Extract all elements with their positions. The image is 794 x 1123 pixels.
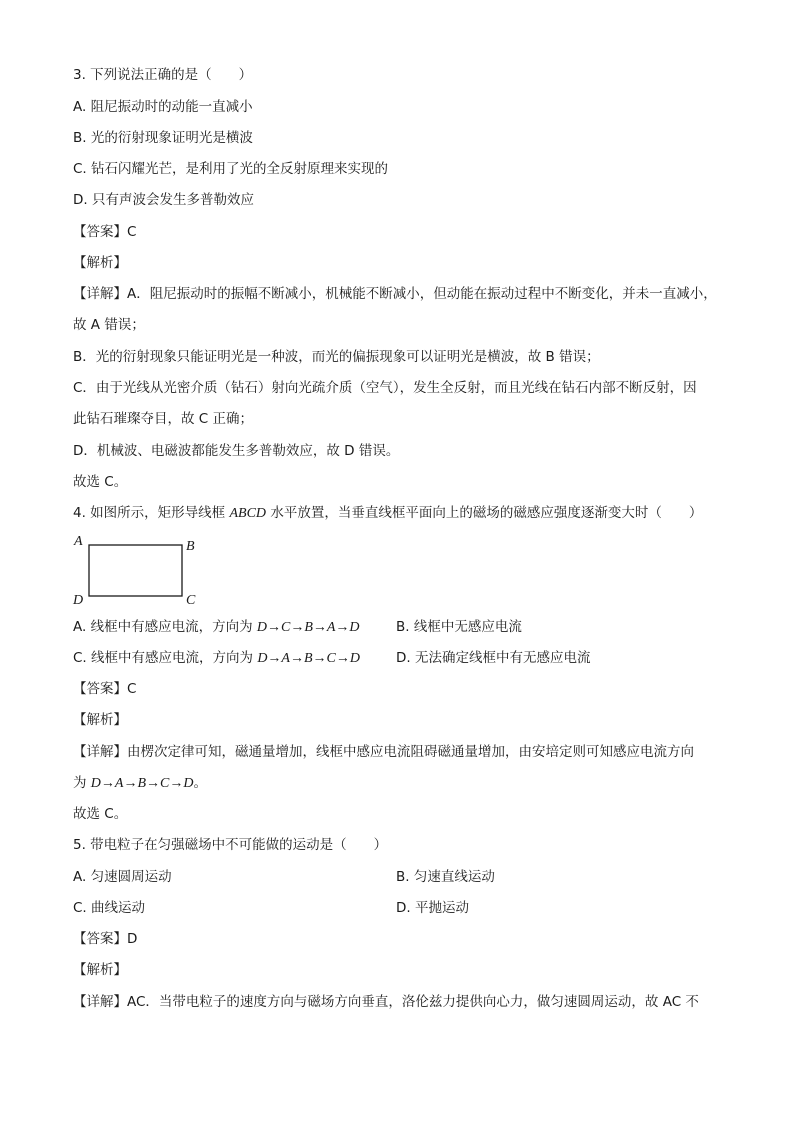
q4-option-c: C. 线框中有感应电流，方向为 D→A→B→C→D <box>73 650 360 666</box>
label-d: D <box>73 593 84 608</box>
q4-stem: 4. 如图所示，矩形导线框 ABCD 水平放置，当垂直线框平面向上的磁场的磁感应强度逐渐变大时（ ） <box>73 505 703 521</box>
q5-answer: 【答案】D <box>73 931 138 947</box>
q4-analysis-heading: 【解析】 <box>73 712 127 728</box>
q3-detail-line: 【详解】A．阻尼振动时的振幅不断减小，机械能不断减小，但动能在振动过程中不断变化，并未一直减小， <box>73 286 717 302</box>
label-c: C <box>186 593 196 608</box>
label-a: A <box>74 534 83 549</box>
q3-conclusion: 故选 C。 <box>73 474 128 490</box>
q3-option-d: D. 只有声波会发生多普勒效应 <box>73 192 254 208</box>
q4-detail-line: 为 D→A→B→C→D。 <box>73 775 207 791</box>
q3-stem: 3. 下列说法正确的是（ ） <box>73 67 253 83</box>
q4-option-b: B. 线框中无感应电流 <box>396 619 522 635</box>
q3-detail-line: C．由于光线从光密介质（钻石）射向光疏介质（空气），发生全反射，而且光线在钻石内部不断反射，因 <box>73 380 697 396</box>
q4-detail-line: 【详解】由楞次定律可知，磁通量增加，线框中感应电流阻碍磁通量增加，由安培定则可知感应电流方向 <box>73 744 694 760</box>
q4-option-a: A. 线框中有感应电流，方向为 D→C→B→A→D <box>73 619 360 635</box>
q4-frame-name: ABCD <box>229 506 267 521</box>
q4-answer: 【答案】C <box>73 681 137 697</box>
q3-detail-line: B．光的衍射现象只能证明光是一种波，而光的偏振现象可以证明光是横波，故 B 错误； <box>73 349 600 365</box>
rectangular-frame-figure <box>70 532 210 608</box>
q4-conclusion: 故选 C。 <box>73 806 128 822</box>
q5-analysis-heading: 【解析】 <box>73 962 127 978</box>
q5-option-d: D. 平抛运动 <box>396 900 469 916</box>
rectangular-frame-diagram <box>70 532 210 608</box>
q3-answer: 【答案】C <box>73 224 137 240</box>
q5-detail-line: 【详解】AC．当带电粒子的速度方向与磁场方向垂直，洛伦兹力提供向心力，做匀速圆周运动，故 AC 不 <box>73 994 699 1010</box>
q4-option-d: D. 无法确定线框中有无感应电流 <box>396 650 591 666</box>
q3-option-c: C. 钻石闪耀光芒，是利用了光的全反射原理来实现的 <box>73 161 389 177</box>
q5-option-a: A. 匀速圆周运动 <box>73 869 172 885</box>
q5-option-b: B. 匀速直线运动 <box>396 869 495 885</box>
q3-detail-line: 故 A 错误； <box>73 317 145 333</box>
wire-frame <box>89 545 182 596</box>
q3-option-b: B. 光的衍射现象证明光是横波 <box>73 130 253 146</box>
q5-option-c: C. 曲线运动 <box>73 900 146 916</box>
q5-stem: 5. 带电粒子在匀强磁场中不可能做的运动是（ ） <box>73 837 388 853</box>
q3-analysis-heading: 【解析】 <box>73 255 127 271</box>
q3-detail-line: D．机械波、电磁波都能发生多普勒效应，故 D 错误。 <box>73 443 400 459</box>
q3-detail-line: 此钻石璀璨夺目，故 C 正确； <box>73 411 254 427</box>
label-b: B <box>186 539 195 554</box>
q3-option-a: A. 阻尼振动时的动能一直减小 <box>73 99 253 115</box>
